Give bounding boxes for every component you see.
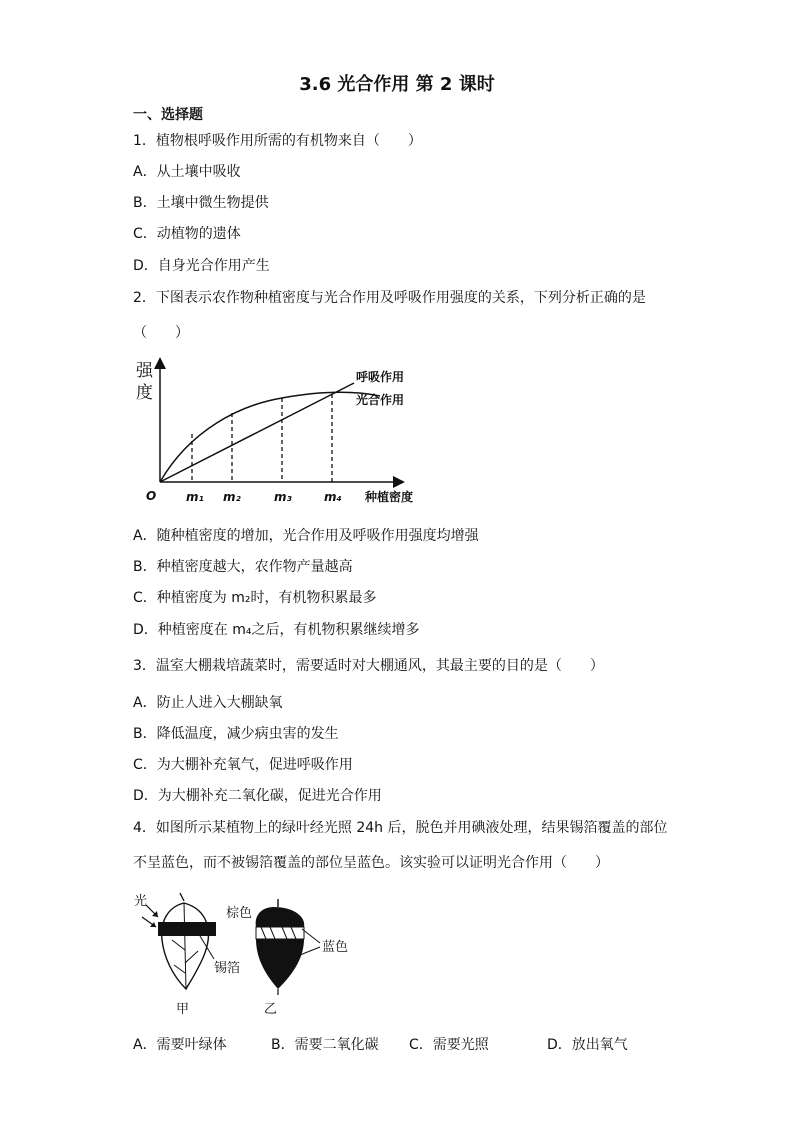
q3-option-b[interactable]: B．降低温度，减少病虫害的发生 (133, 726, 339, 742)
leaf-a-label: 甲 (176, 1002, 190, 1017)
section-heading: 一、选择题 (133, 107, 203, 123)
page-title: 3.6 光合作用 第 2 课时 (299, 74, 495, 95)
foil-label: 锡箔 (214, 961, 241, 976)
q4-options-row (133, 1034, 653, 1054)
tick-m4: m₄ (324, 490, 342, 504)
foil-pointer (200, 936, 214, 959)
y-axis-label-char1: 强 (136, 361, 153, 381)
q3-option-d[interactable]: D．为大棚补充二氧化碳，促进光合作用 (133, 788, 382, 804)
q4-option-c[interactable]: C．需要光照 (409, 1037, 489, 1053)
q1-option-d[interactable]: D．自身光合作用产生 (133, 258, 270, 274)
q2-option-d[interactable]: D．种植密度在 m₄之后，有机物积累继续增多 (133, 622, 420, 638)
foil-strip (158, 922, 216, 936)
blue-pointer-1 (302, 929, 320, 943)
q1-option-b[interactable]: B．土壤中微生物提供 (133, 195, 269, 211)
respiration-line (160, 383, 354, 482)
q4-option-b[interactable]: B．需要二氧化碳 (271, 1037, 379, 1053)
q4-leaf-figure (128, 885, 368, 1020)
q1-option-c[interactable]: C．动植物的遗体 (133, 226, 241, 242)
x-axis-label: 种植密度 (365, 490, 414, 504)
tick-m3: m₃ (274, 490, 292, 504)
q2-stem-line1: 2．下图表示农作物种植密度与光合作用及呼吸作用强度的关系，下列分析正确的是 (133, 290, 646, 306)
photosynthesis-curve (160, 392, 380, 482)
q2-option-a[interactable]: A．随种植密度的增加，光合作用及呼吸作用强度均增强 (133, 528, 479, 544)
q4-stem-line1: 4．如图所示某植物上的绿叶经光照 24h 后，脱色并用碘液处理，结果锡箔覆盖的部位 (133, 820, 668, 836)
q1-stem: 1．植物根呼吸作用所需的有机物来自（ ） (133, 133, 422, 149)
q1-option-a[interactable]: A．从土壤中吸收 (133, 164, 241, 180)
q3-option-c[interactable]: C．为大棚补充氧气，促进呼吸作用 (133, 757, 353, 773)
tick-m2: m₂ (223, 490, 241, 504)
light-label: 光 (134, 894, 148, 909)
leaf-b-group (226, 899, 348, 1017)
origin-label: O (146, 489, 157, 503)
q2-graph (130, 350, 440, 510)
q4-stem-line2: 不呈蓝色，而不被锡箔覆盖的部位呈蓝色。该实验可以证明光合作用（ ） (133, 855, 609, 871)
blue-label: 蓝色 (322, 940, 349, 955)
q3-option-a[interactable]: A．防止人进入大棚缺氧 (133, 695, 283, 711)
q2-option-b[interactable]: B．种植密度越大，农作物产量越高 (133, 559, 353, 575)
respiration-label: 呼吸作用 (356, 370, 405, 384)
leaf-a-vein (184, 903, 186, 989)
leaf-b-label: 乙 (264, 1002, 278, 1017)
photosynthesis-label: 光合作用 (356, 393, 405, 407)
y-axis-label-char2: 度 (136, 383, 153, 403)
q2-option-c[interactable]: C．种植密度为 m₂时，有机物积累最多 (133, 590, 377, 606)
leaf-b-top (256, 907, 305, 927)
leaf-a-group (134, 893, 240, 1017)
q2-stem-line2: （ ） (133, 325, 189, 341)
brown-label: 棕色 (226, 906, 253, 921)
q3-stem: 3．温室大棚栽培蔬菜时，需要适时对大棚通风，其最主要的目的是（ ） (133, 658, 604, 674)
q4-option-d[interactable]: D．放出氧气 (547, 1037, 628, 1053)
tick-m1: m₁ (186, 490, 204, 504)
leaf-b-bottom (256, 939, 304, 989)
q4-option-a[interactable]: A．需要叶绿体 (133, 1037, 227, 1053)
